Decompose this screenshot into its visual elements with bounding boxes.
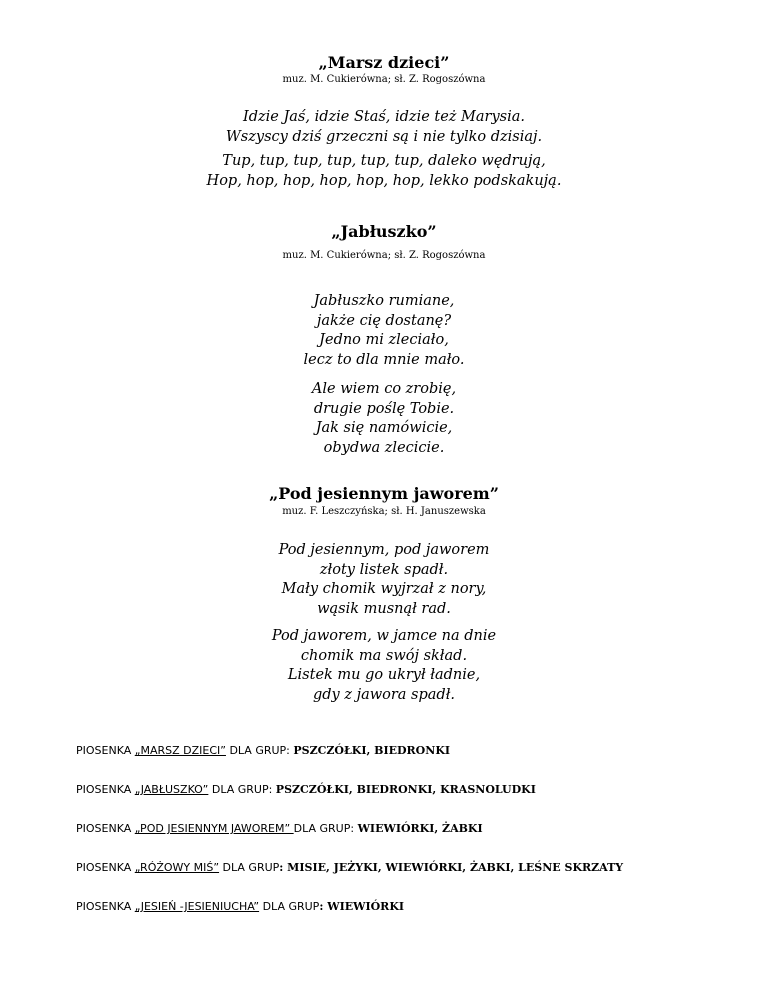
assignment-groups: : WIEWIÓRKI (319, 900, 405, 913)
verse-line: jakże cię dostanę? (316, 312, 452, 329)
stanza (0, 541, 768, 619)
song-credits: muz. M. Cukierówna; sł. Z. Rogoszówna (282, 74, 486, 85)
assignment-prefix: PIOSENKA (76, 822, 135, 835)
verse-line: lecz to dla mnie mało. (303, 351, 465, 368)
verse-line: Jak się namówicie, (315, 420, 453, 436)
verse-line: wąsik musnął rad. (317, 600, 451, 617)
stanza (0, 627, 768, 705)
assignment-song: „JABŁUSZKO” (134, 783, 209, 796)
verse-line: Pod jaworem, w jamce na dnie (271, 628, 497, 644)
assignment-song: „POD JESIENNYM JAWOREM” (134, 822, 294, 835)
assignment-middle: DLA GRUP (259, 900, 320, 913)
assignment-middle: DLA GRUP: (293, 822, 358, 835)
stanza (0, 108, 768, 147)
verse-line: Jabłuszko rumiane, (313, 293, 455, 309)
verse-line: chomik ma swój skład. (300, 647, 468, 664)
verse-line: obydwa zlecicie. (323, 439, 445, 456)
verse-line: Mały chomik wyjrzał z nory, (281, 581, 487, 597)
assignment-song: „MARSZ DZIECI” (134, 744, 226, 757)
verse-line: gdy z jawora spadł. (312, 686, 456, 703)
stanza (0, 380, 768, 458)
assignment-prefix: PIOSENKA (76, 861, 135, 874)
verse-line: Ale wiem co zrobię, (311, 381, 457, 397)
verse-line: Hop, hop, hop, hop, hop, hop, lekko podskakują. (206, 172, 562, 189)
assignment-prefix: PIOSENKA (76, 744, 135, 757)
verse-line: Pod jesiennym, pod jaworem (278, 542, 490, 558)
verse-line: Jedno mi zleciało, (319, 332, 449, 348)
assignment-groups: PSZCZÓŁKI, BIEDRONKI, KRASNOLUDKI (275, 783, 536, 796)
assignment-line (76, 900, 404, 914)
song-title: „Jabłuszko” (331, 222, 437, 241)
assignment-song: „RÓŻOWY MIŚ” (134, 861, 220, 874)
assignment-line (76, 861, 623, 875)
assignment-middle: DLA GRUP (219, 861, 280, 874)
verse-line: Listek mu go ukrył ładnie, (287, 667, 481, 683)
verse-line: Idzie Jaś, idzie Staś, idzie też Marysia. (242, 109, 526, 125)
verse-line: Tup, tup, tup, tup, tup, tup, daleko wędrują, (222, 153, 546, 169)
song-title: „Marsz dzieci” (318, 53, 450, 72)
assignment-line (76, 744, 450, 758)
assignment-groups: PSZCZÓŁKI, BIEDRONKI (293, 744, 451, 757)
song-credits: muz. F. Leszczyńska; sł. H. Januszewska (282, 506, 486, 517)
assignment-prefix: PIOSENKA (76, 900, 135, 913)
assignment-groups: WIEWIÓRKI, ŻABKI (357, 822, 483, 835)
assignment-groups: : MISIE, JEŻYKI, WIEWIÓRKI, ŻABKI, LEŚNE SKRZATY (279, 861, 624, 874)
assignment-middle: DLA GRUP: (225, 744, 294, 757)
assignment-line (76, 822, 483, 836)
assignment-prefix: PIOSENKA (76, 783, 135, 796)
stanza (0, 292, 768, 370)
verse-line: złoty listek spadł. (319, 561, 449, 578)
song-credits: muz. M. Cukierówna; sł. Z. Rogoszówna (282, 250, 486, 261)
stanza (0, 152, 768, 191)
verse-line: drugie poślę Tobie. (313, 400, 455, 417)
assignment-line (76, 783, 536, 797)
assignment-song: „JESIEŃ -JESIENIUCHA” (134, 900, 260, 913)
assignment-middle: DLA GRUP: (208, 783, 276, 796)
verse-line: Wszyscy dziś grzeczni są i nie tylko dzisiaj. (225, 128, 543, 145)
song-title: „Pod jesiennym jaworem” (269, 484, 499, 503)
